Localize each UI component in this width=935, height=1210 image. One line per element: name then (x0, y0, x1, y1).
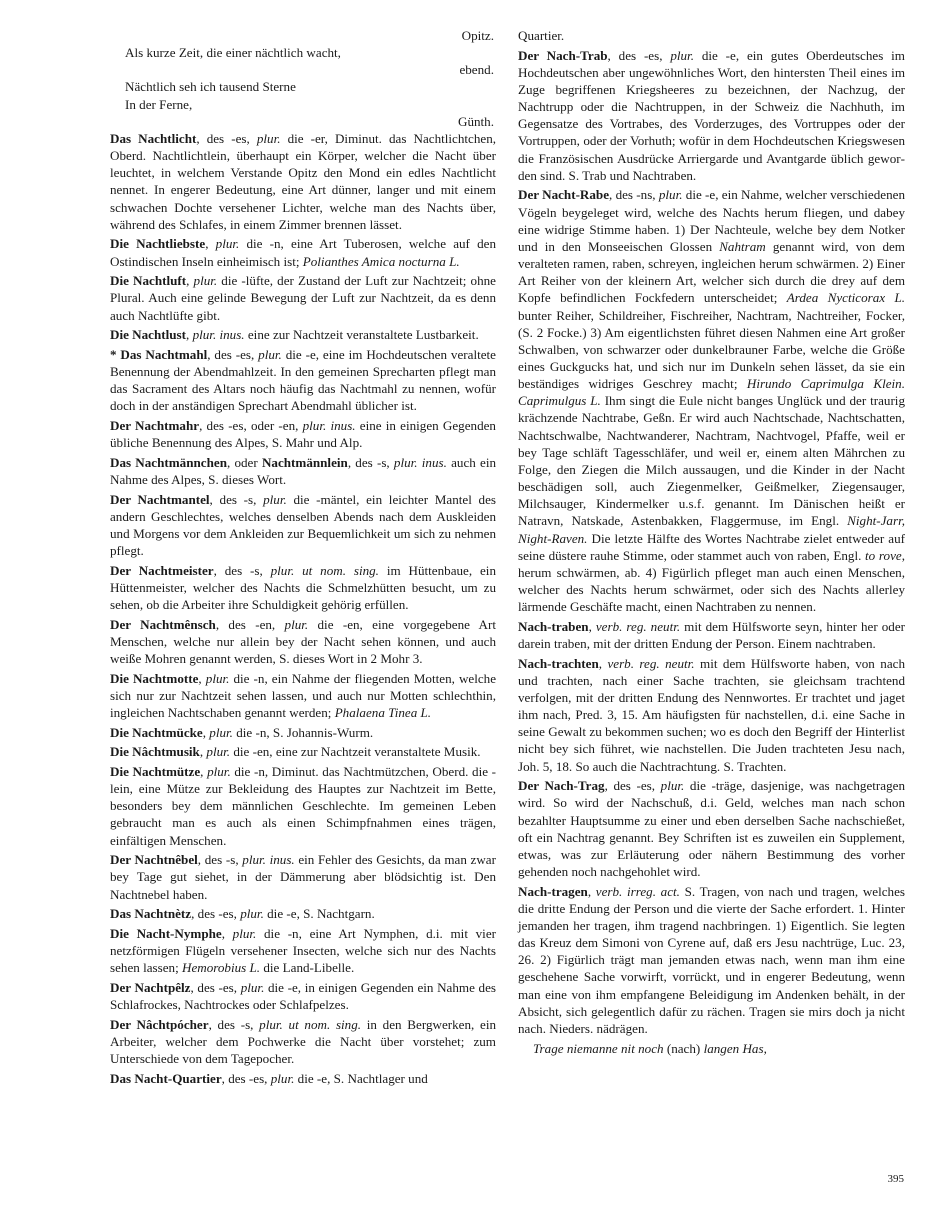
entry-headword: Die Nacht-Nymphe (110, 925, 222, 941)
entry-italic: plur. inus. (393, 454, 447, 470)
verse-line: Als kurze Zeit, die einer nächtlich wacht, (125, 45, 341, 61)
entry-italic: Trage niemanne nit noch (533, 1040, 664, 1056)
entry-text: , des -es, (191, 906, 241, 922)
quote-attribution: ebend. (459, 62, 494, 78)
entry-text: , (205, 236, 216, 252)
entry-italic: plur. ut nom. sing. (259, 1016, 362, 1032)
entry-headword: Der Nachtmênsch (110, 616, 216, 632)
entry-italic: plur. (232, 925, 257, 941)
dictionary-entry (110, 326, 496, 343)
dictionary-entry (110, 562, 496, 613)
entry-text: , (202, 724, 210, 740)
entry-text: , des -es, (207, 346, 259, 362)
entry-headword: Der Nachtpêlz (110, 979, 191, 995)
entry-text: , des -ns, (609, 187, 659, 203)
entry-italic: plur. (670, 47, 694, 63)
entry-headword: Die Nachtmücke (110, 724, 203, 740)
entry-italic: plur. (658, 187, 683, 203)
entry-text: die -e, ein gutes Oberdeutsches im Hochdeutschen aber ungewöhnliches Wort, den hintersten Theil eines im Zuge begriffenen Kriegsheeres zu bezeichnen, der Nachzug, der Nachtrupp oder die Nachtruppen, in der Schweiz die Nachhuth, im Gegensatze des Vortrabes, des Vorderzuges, des Vortruppes oder der Vortruppen, oder der Vorhuth; wofür in dem Hochdeutschen Kriegswesen die Französischen Ausdrücke Arriergarde und Avantgarde üblich geworden sind. S. Trab und Nachtraben. (518, 47, 905, 183)
entry-italic: plur. ut nom. sing. (270, 562, 379, 578)
left-column (110, 27, 496, 1089)
entry-italic: plur. (240, 979, 265, 995)
entry-text: , des -es, (607, 47, 671, 63)
dictionary-entry (110, 616, 496, 667)
entry-headword: Der Nach-Trab (518, 47, 608, 63)
dictionary-entry (110, 1016, 496, 1067)
entry-headword: Der Nachtnêbel (110, 852, 198, 868)
entry-text: mit dem Hülfsworte haben, von nach und trachten, nach einer Sache trachten, sie gleichsam trachtend verfolgen, mit der dritten Endung des Nennwortes. Er trachtet und jaget ihm nach, Pred. 3, 15. Am häufigsten für nachstellen, d.i. eine Sache in seine Gewalt zu bekommen suchen; wo es doch den Begriff der Hinterlist nicht bey sich führet, wie nachstellen. Die Juden trachteten Jesu nach, Joh. 5, 18. So auch die Nachtrachtung. S. Trachten. (518, 655, 906, 774)
entry-italic: Hirundo Caprimulga Klein. Caprimulgus L. (518, 376, 905, 409)
entry-text: Die letzte Hälfte des Wortes Nachtrabe zielet entweder auf seine düstere rauhe Stimme, oder stammet auch von raben, Engl. (518, 530, 905, 563)
entry-italic: plur. (263, 491, 287, 507)
dictionary-entry (110, 235, 496, 269)
entry-headword: Nach-trachten (518, 655, 599, 671)
dictionary-entry (110, 851, 496, 902)
dictionary-entry (518, 27, 905, 44)
entry-text: , des -s, (347, 454, 394, 470)
entry-text: , (598, 655, 608, 671)
quote-attribution: Günth. (457, 113, 494, 129)
entry-text: , des -es, (221, 1070, 271, 1086)
entry-text: , des -es, (190, 979, 241, 995)
dictionary-entry (110, 979, 496, 1013)
entry-text: die -n, Diminut. das Nachtmützchen, Oberd. die -lein, eine Mütze zur Bekleidung des Hauptes zur Nachtzeit im Bette, besonders bey dem männlichen Geschlechte. Im gemeinen Leben gebraucht man es auch als einen Schimpfnahmen eines trägen, einfältigen Menschen. (110, 763, 497, 848)
entry-text: auch ein Nahme des Alpes, S. dieses Wort. (110, 454, 497, 487)
dictionary-entry (110, 454, 496, 488)
entry-italic: to rove (865, 547, 902, 563)
entry-italic: verb. reg. neutr. (595, 618, 681, 634)
entry-headword: Die Nachtlust (110, 327, 187, 343)
entry-text: , des -s, (213, 562, 271, 578)
entry-text: , herum schwärmen, ab. 4) Figürlich pfleget man auch einen Menschen, welcher des Nachts herum schwärmet, oder sich des Nachts allerley lärmende Geschäfte macht, einen Nachtraben zu nennen. (518, 547, 905, 615)
dictionary-entry (110, 724, 496, 741)
entry-text: , des -es, oder -en, (199, 417, 303, 433)
dictionary-entry (110, 130, 496, 233)
entry-text: , (587, 883, 596, 899)
entry-text: bunter Reiher, Schildreiher, Fischreiher, Nachtram, Nachtreiher, Focker, (S. 2 Focke.) 3) Am eigentlichsten führet diesen Nahmen eine Art großer Schwalben, von schwarzer oder dunkelbrauner Farbe, welche die Größe eines Guckgucks hat, und sich nur im Dunkeln sehen lässet, da sie ein beständiges widriges Geschrey macht; (518, 307, 905, 392)
entry-text: die -lüfte, der Zustand der Luft zur Nachtzeit; ohne Plural. Auch eine gelinde Bewegung der Luft zur Nachtzeit, da es denn auch Nachtlüfte gibt. (110, 273, 496, 323)
entry-text: eine zur Nachtzeit veranstaltete Lustbarkeit. (244, 327, 479, 343)
dictionary-entry (518, 186, 905, 615)
entry-headword: Die Nachtluft (110, 273, 187, 289)
dictionary-entry (518, 655, 905, 775)
entry-italic: plur. inus. (192, 327, 245, 343)
entry-italic: plur. (284, 616, 309, 632)
entry-text: die -e, S. Nachtlager und (294, 1070, 428, 1086)
entry-text: , (200, 763, 208, 779)
entry-headword: Die Nachtmütze (110, 763, 201, 779)
dictionary-entry (518, 47, 905, 184)
entry-text: genannt wird, von dem veralteten ramen, raben, schreyen, ingleichen herum schwärmen. 2) Einer Art Reiher von der kleinern Art, welcher sich durch die drey auf dem Kopfe befindlichen Fockfedern unterscheidet; (518, 238, 905, 306)
entry-text: , des -s, (197, 852, 243, 868)
entry-headword: Der Nachtmeister (110, 562, 214, 578)
entry-italic: plur. (205, 670, 230, 686)
dictionary-entry (110, 1070, 496, 1087)
entry-headword: Das Nachtlicht (110, 130, 197, 146)
entry-italic: plur. (206, 744, 231, 760)
entry-text: , (199, 744, 207, 760)
entry-text: , (588, 618, 596, 634)
entry-italic: verb. reg. neutr. (607, 655, 695, 671)
entry-headword: Der Nachtmahr (110, 417, 200, 433)
entry-headword: Der Nacht-Rabe (518, 187, 610, 203)
entry-text: die -mäntel, ein leichter Mantel des andern Geschlechtes, welches denselben Abends nach dem Auskleiden und Morgens vor dem Ankleiden zur Bequemlichkeit um sich zu nehmen pflegt. (110, 491, 497, 559)
right-column (518, 27, 905, 1057)
entry-text: die Land-Libelle. (260, 960, 355, 976)
entry-text: S. Tragen, von nach und tragen, welches die dritte Endung der Person und die vierte der Sache erfordert. 1. Hinter jemanden her tragen, ihm tragend nachbringen. 1) Eigentlich. Sie legten das Kreuz dem Simoni von Cyrene auf, daß ers Jesu nachtrüge, Luc. 23, 26. 2) Figürlich trägt man jemanden etwas nach, wenn man ihm eine geschehene Sache vorwirft, vorrückt, und in engerer Bedeutung, wenn man eine von ihm empfangene Beleidigung im Andenken behält, in der Absicht, sich gelegentlich dafür zu rächen. Tragen sie mirs doch ja nicht nach. Nieders. nädrägen. (518, 883, 906, 1036)
entry-text: , (186, 327, 193, 343)
dictionary-entry (518, 777, 905, 880)
entry-italic: Hemorobius L. (182, 960, 261, 976)
entry-italic: plur. inus. (242, 852, 295, 868)
entry-text: , des -en, (215, 616, 285, 632)
entry-text: , des -es, (604, 778, 661, 794)
entry-headword: Die Nachtmotte (110, 670, 199, 686)
dictionary-entry (110, 743, 496, 760)
entry-italic: plur. (209, 724, 233, 740)
entry-headword: Das Nachtmännchen (110, 454, 227, 470)
entry-italic: Ardea Nycticorax L. (786, 290, 905, 306)
entry-text: ein Fehler des Gesichts, da man zwar bey Tage gut siehet, in der Dämmerung aber blödsichtig ist. Den Nachtnebel haben. (110, 852, 496, 902)
entry-text: eine in einigen Gegenden übliche Benennung des Alpes, S. Mahr und Alp. (110, 417, 496, 451)
page-number: 395 (887, 1173, 904, 1185)
dictionary-entry (110, 670, 496, 721)
entry-text: die -er, Diminut. das Nachtlichtchen, Oberd. Nachtlichtlein, überhaupt ein Körper, welcher die Nacht über leuchtet, in welchem Verstande Opitz den Mond ein edles Nachtlicht nennet. In engerer Bedeutung, eine Art dünner, langer und mit einem schwachen Dochte versehener Lichter, welche man des Nachts über, während des Schlafes, in einem Zimmer brennen lässet. (110, 130, 497, 232)
entry-headword: Nach-tragen (518, 883, 588, 899)
verse-line: Nächtlich seh ich tausend Sterne (125, 79, 296, 95)
entry-text: mit dem Hülfsworte seyn, hinter her oder darein traben, mit der dritten Endung der Person. Einem nachtraben. (518, 618, 905, 651)
entry-italic: Night-Jarr, Night-Raven. (518, 513, 905, 546)
entry-italic: plur. (193, 273, 218, 289)
entry-headword: Die Nâchtmusik (110, 744, 200, 760)
entry-text: , des -es, (196, 130, 257, 146)
verse-line (518, 1040, 905, 1057)
entry-italic: Polianthes Amica nocturna L. (302, 253, 460, 269)
entry-headword: Die Nachtliebste (110, 236, 206, 252)
entry-italic: plur. (660, 778, 685, 794)
entry-text: (nach) (663, 1040, 704, 1056)
entry-headword: Das Nachtnètz (110, 906, 192, 922)
entry-text: die -träge, dasjenige, was nachgetragen wird. So wird der Nachschuß, d.i. Geld, welches man nach schon bezahlter Hauptsumme zu einer und eben derselben Sache nachschießet, oft ein Nachtrag genannt. Bey Schriften ist es zuweilen ein Supplement, etwas, was zur Erläuterung oder nähern Bestimmung des vorher gehenden noch nachgehohlet wird. (518, 778, 905, 879)
entry-text: , des -s, (209, 491, 264, 507)
entry-italic: plur. (270, 1070, 295, 1086)
entry-italic: verb. irreg. act. (595, 883, 680, 899)
quote-attribution: Opitz. (461, 28, 494, 43)
entry-text: , (221, 925, 233, 941)
entry-text: die -e, ein Nahme, welcher verschiedenen Vögeln beygeleget wird, welche des Nachts herum fliegen, und dabey eine widrige Stimme haben. 1) Der Nachteule, welche bey dem Notker und in den Monseeischen Glossen (518, 187, 906, 254)
entry-headword: Nach-traben (518, 618, 589, 634)
entry-text: die -n, eine Art Tuberosen, welche auf den Ostindischen Inseln einheimisch ist; (110, 236, 496, 269)
entry-headword: Das Nacht-Quartier (110, 1070, 222, 1086)
entry-text: die -e, in einigen Gegenden ein Nahme des Schlafrockes, Nachtrockes oder Schlafpelzes. (110, 979, 497, 1012)
entry-text: die -en, eine zur Nachtzeit veranstaltete Musik. (230, 744, 481, 760)
dictionary-entry (110, 272, 496, 323)
dictionary-entry (518, 883, 905, 1037)
entry-italic: plur. (258, 346, 282, 362)
entry-italic: Nahtram (719, 238, 766, 254)
entry-italic: plur. (240, 906, 264, 922)
entry-text: die -en, eine vorgegebene Art Menschen, welche nur allein bey der Nacht sehen können, und auch weiße Mohren genannt werden, S. dieses Wort in 2 Mohr 3. (110, 616, 497, 666)
entry-text: , (186, 273, 194, 289)
entry-italic: langen Has, (703, 1040, 767, 1056)
dictionary-entry (110, 925, 496, 976)
entry-headword: Der Nachtmantel (110, 491, 210, 507)
entry-text: die -n, eine Art Nymphen, d.i. mit vier netzförmigen Flügeln versehener Insecten, welche sich nur des Nachts sehen lassen; (110, 925, 496, 976)
entry-headword: * Das Nachtmahl (110, 346, 208, 362)
dictionary-entry (110, 763, 496, 849)
entry-italic: plur. inus. (302, 417, 356, 433)
entry-headword: Nachtmännlein (261, 454, 348, 470)
entry-text: , (198, 670, 206, 686)
entry-text: die -n, S. Johannis-Wurm. (232, 724, 374, 740)
entry-text: , des -s, (208, 1016, 260, 1032)
entry-text: die -e, S. Nachtgarn. (263, 906, 375, 922)
dictionary-entry (110, 417, 496, 451)
dictionary-entry (110, 491, 496, 560)
entry-headword: Der Nâchtpócher (110, 1016, 209, 1032)
entry-text: Ihm singt die Eule nicht banges Unglück und der traurig krächzende Nachtrabe, Geßn. Er wird auch Nachtschade, Nachtschatten, Nachtschwalbe, Nachtwanderer, Nachtram, Nachtvogel, Pfaffe, weil er bey Tage schläft Tagesschläfer, und weil er, einem alten Mährchen zu Folge, den Ziegen die Milch aussaugen, und die Kinder in der Nacht beschädigen soll, auch Ziegenmelker, Geißmelker, Ziegensauger, Milchsauger, Kindermelker u.s.f. genannt. Im Dänischen heißt er Natravn, Natskade, Astenbakken, Flaggermuse, im Engl. (518, 393, 905, 529)
entry-text: Quartier. (518, 28, 565, 43)
entry-italic: plur. (256, 130, 281, 146)
entry-italic: plur. (215, 236, 240, 252)
entry-text: die -e, eine im Hochdeutschen veraltete Benennung der Abendmahlzeit. In den gemeinen Sprecharten pflegt man das Sacrament des Altars noch häufig das Nachtmahl zu nennen, wofür doch in der anständigen Sprechart Abendmahl üblicher ist. (110, 346, 496, 414)
dictionary-entry (110, 346, 496, 415)
entry-headword: Der Nach-Trag (518, 778, 605, 794)
entry-text: im Hüttenbaue, ein Hüttenmeister, welcher des Nachts die Schmelzhütten besucht, um zu sehen, ob die Arbeiter ihre Schuldigkeit gehörig erfüllen. (110, 562, 496, 612)
verse-line: In der Ferne, (125, 96, 193, 112)
dictionary-entry (110, 905, 496, 922)
entry-italic: Phalaena Tinea L. (334, 704, 432, 720)
entry-italic: plur. (207, 763, 231, 779)
dictionary-entry (518, 618, 905, 652)
entry-text: , oder (226, 454, 262, 470)
entry-text: die -n, ein Nahme der fliegenden Motten, welche sich nur zur Nachtzeit sehen lassen, und auch nur Motten schlechthin, ingleichen Nachtschaben genannt werden; (110, 670, 497, 720)
entry-text: in den Bergwerken, ein Arbeiter, welcher dem Pochwerke die Nacht über vorstehet; zum Unterschiede von dem Tagepocher. (110, 1016, 496, 1066)
